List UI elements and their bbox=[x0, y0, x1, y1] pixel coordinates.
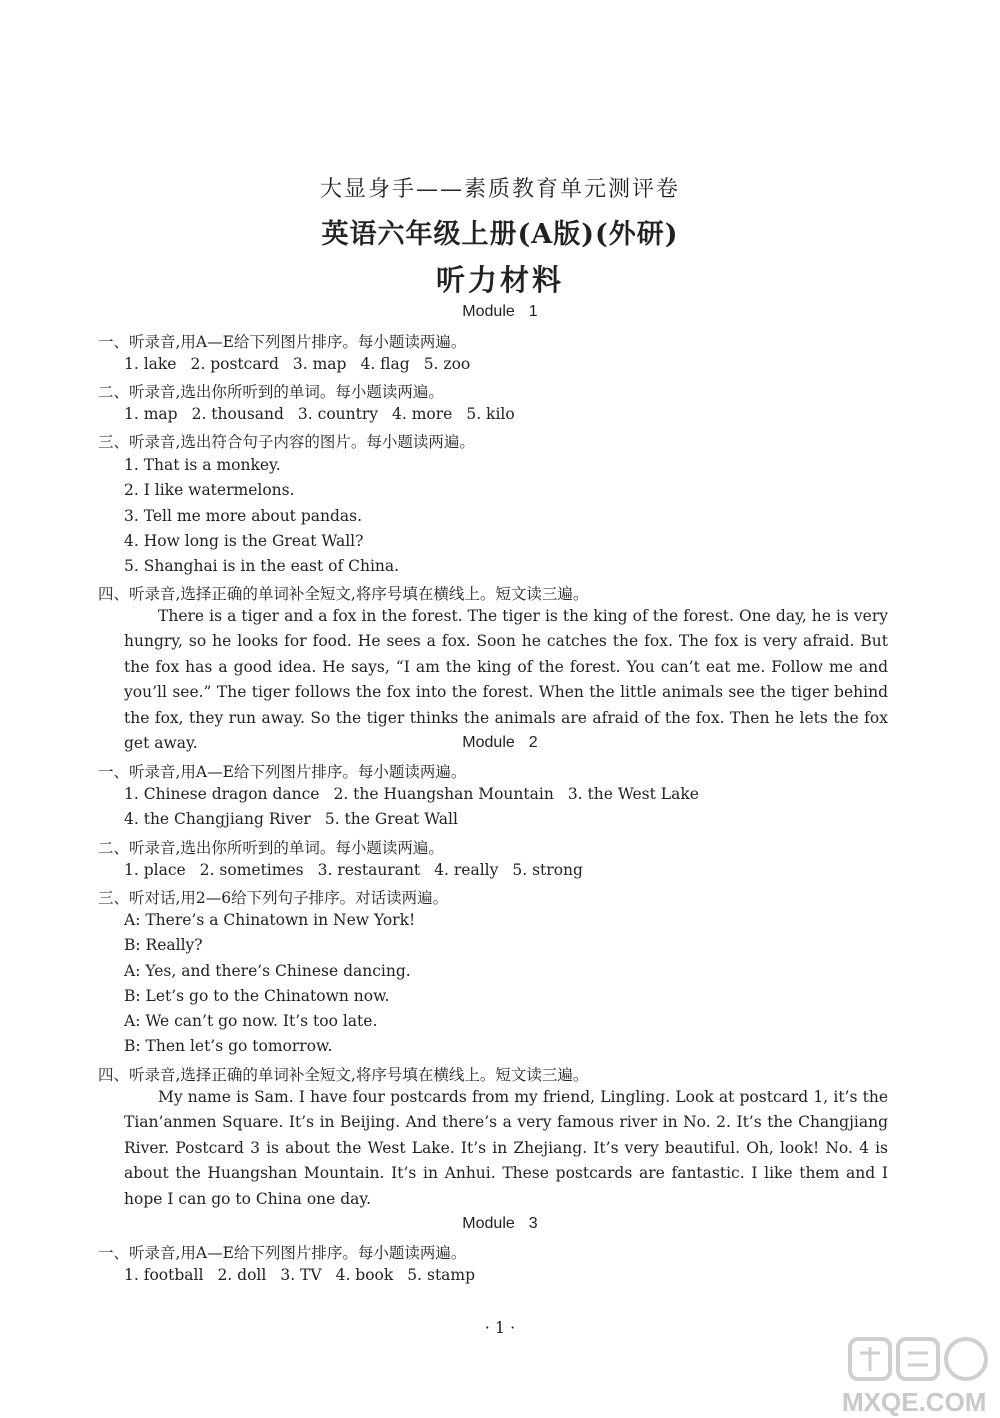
module-3-part-1-items bbox=[124, 1266, 489, 1284]
module-number: 3 bbox=[528, 1215, 538, 1232]
module-2-part-2-instruction: 二、听录音,选出你所听到的单词。每小题读两遍。 bbox=[98, 839, 444, 857]
page-number: · 1 · bbox=[484, 1318, 516, 1337]
list-item: 1. football bbox=[124, 1266, 204, 1284]
list-item: 5. strong bbox=[512, 861, 583, 879]
module-1-part-1-instruction: 一、听录音,用A—E给下列图片排序。每小题读两遍。 bbox=[98, 333, 467, 351]
list-item: 5. kilo bbox=[466, 405, 515, 423]
sentence-item: 4. How long is the Great Wall? bbox=[124, 532, 364, 550]
dialogue-line: B: Really? bbox=[124, 936, 203, 954]
module-2-part-1-instruction: 一、听录音,用A—E给下列图片排序。每小题读两遍。 bbox=[98, 763, 467, 781]
module-2-heading bbox=[0, 734, 1000, 752]
module-3-heading bbox=[0, 1215, 1000, 1233]
list-item: 4. the Changjiang River bbox=[124, 810, 311, 828]
module-number: 2 bbox=[528, 734, 538, 751]
module-1-part-3-instruction: 三、听录音,选出符合句子内容的图片。每小题读两遍。 bbox=[98, 433, 475, 451]
list-item: 3. restaurant bbox=[317, 861, 421, 879]
module-2-part-3-instruction: 三、听对话,用2—6给下列句子排序。对话读两遍。 bbox=[98, 889, 449, 907]
list-item: 2. sometimes bbox=[199, 861, 304, 879]
watermark bbox=[842, 1333, 992, 1417]
watermark-logo-icon bbox=[842, 1333, 992, 1383]
dialogue-line: A: There’s a Chinatown in New York! bbox=[124, 911, 416, 929]
list-item: 2. the Huangshan Mountain bbox=[333, 785, 554, 803]
dialogue-line: A: We can’t go now. It’s too late. bbox=[124, 1012, 378, 1030]
sentence-item: 3. Tell me more about pandas. bbox=[124, 507, 363, 525]
module-1-part-2-instruction: 二、听录音,选出你所听到的单词。每小题读两遍。 bbox=[98, 383, 444, 401]
list-item: 3. the West Lake bbox=[567, 785, 699, 803]
dialogue-line: B: Let’s go to the Chinatown now. bbox=[124, 987, 390, 1005]
list-item: 5. zoo bbox=[423, 355, 471, 373]
list-item: 1. Chinese dragon dance bbox=[124, 785, 320, 803]
module-number: 1 bbox=[528, 303, 538, 320]
list-item: 2. postcard bbox=[190, 355, 279, 373]
module-label: Module bbox=[462, 1215, 515, 1232]
module-2-part-2-items bbox=[124, 861, 597, 879]
list-item: 3. country bbox=[297, 405, 379, 423]
document-title: 听力材料 bbox=[435, 263, 564, 297]
book-title: 英语六年级上册(A版)(外研) bbox=[321, 219, 679, 250]
list-item: 3. TV bbox=[280, 1266, 322, 1284]
module-1-heading bbox=[0, 303, 1000, 321]
sentence-item: 5. Shanghai is in the east of China. bbox=[124, 557, 400, 575]
list-item: 2. doll bbox=[217, 1266, 267, 1284]
watermark-domain: MXQE.COM bbox=[842, 1387, 987, 1417]
list-item: 2. thousand bbox=[191, 405, 284, 423]
list-item: 3. map bbox=[292, 355, 347, 373]
module-3-part-1-instruction: 一、听录音,用A—E给下列图片排序。每小题读两遍。 bbox=[98, 1244, 467, 1262]
module-1-part-4-instruction: 四、听录音,选择正确的单词补全短文,将序号填在横线上。短文读三遍。 bbox=[98, 585, 589, 603]
list-item: 4. book bbox=[335, 1266, 394, 1284]
module-label: Module bbox=[462, 303, 515, 320]
sentence-item: 2. I like watermelons. bbox=[124, 481, 295, 499]
module-2-part-1-items-row-1 bbox=[124, 785, 713, 803]
dialogue-line: B: Then let’s go tomorrow. bbox=[124, 1037, 333, 1055]
list-item: 1. place bbox=[124, 861, 186, 879]
module-1-passage: There is a tiger and a fox in the forest. The tiger is the king of the forest. One day, he is very hungry, so he looks for food. He sees a fox. Soon he catches the fox. The fox is very afraid. But the fox has a good idea. He says, “I am the king of the forest. You can’t eat me. Follow me and you’ll see.” The tiger follows the fox into the forest. When the little animals see the tiger behind the fox, they run away. So the tiger thinks the animals are afraid of the fox. Then he lets the fox get away. bbox=[124, 607, 888, 753]
list-item: 5. the Great Wall bbox=[324, 810, 458, 828]
series-title: 大显身手——素质教育单元测评卷 bbox=[319, 177, 680, 202]
list-item: 1. map bbox=[124, 405, 178, 423]
list-item: 4. really bbox=[434, 861, 499, 879]
module-1-part-1-items bbox=[124, 355, 484, 373]
list-item: 4. flag bbox=[360, 355, 410, 373]
list-item: 1. lake bbox=[124, 355, 177, 373]
sentence-item: 1. That is a monkey. bbox=[124, 456, 281, 474]
list-item: 5. stamp bbox=[407, 1266, 476, 1284]
module-2-part-4-instruction: 四、听录音,选择正确的单词补全短文,将序号填在横线上。短文读三遍。 bbox=[98, 1066, 589, 1084]
dialogue-line: A: Yes, and there’s Chinese dancing. bbox=[124, 962, 411, 980]
module-2-part-1-items-row-2 bbox=[124, 810, 472, 828]
list-item: 4. more bbox=[392, 405, 453, 423]
module-label: Module bbox=[462, 734, 515, 751]
module-1-part-2-items bbox=[124, 405, 529, 423]
module-2-passage: My name is Sam. I have four postcards from my friend, Lingling. Look at postcard 1, it’s the Tian’anmen Square. It’s in Beijing. And there’s a very famous river in No. 2. It’s the Changjiang River. Postcard 3 is about the West Lake. It’s in Zhejiang. It’s very beautiful. Oh, look! No. 4 is about the Huangshan Mountain. It’s in Anhui. These postcards are fantastic. I like them and I hope I can go to China one day. bbox=[124, 1088, 888, 1208]
